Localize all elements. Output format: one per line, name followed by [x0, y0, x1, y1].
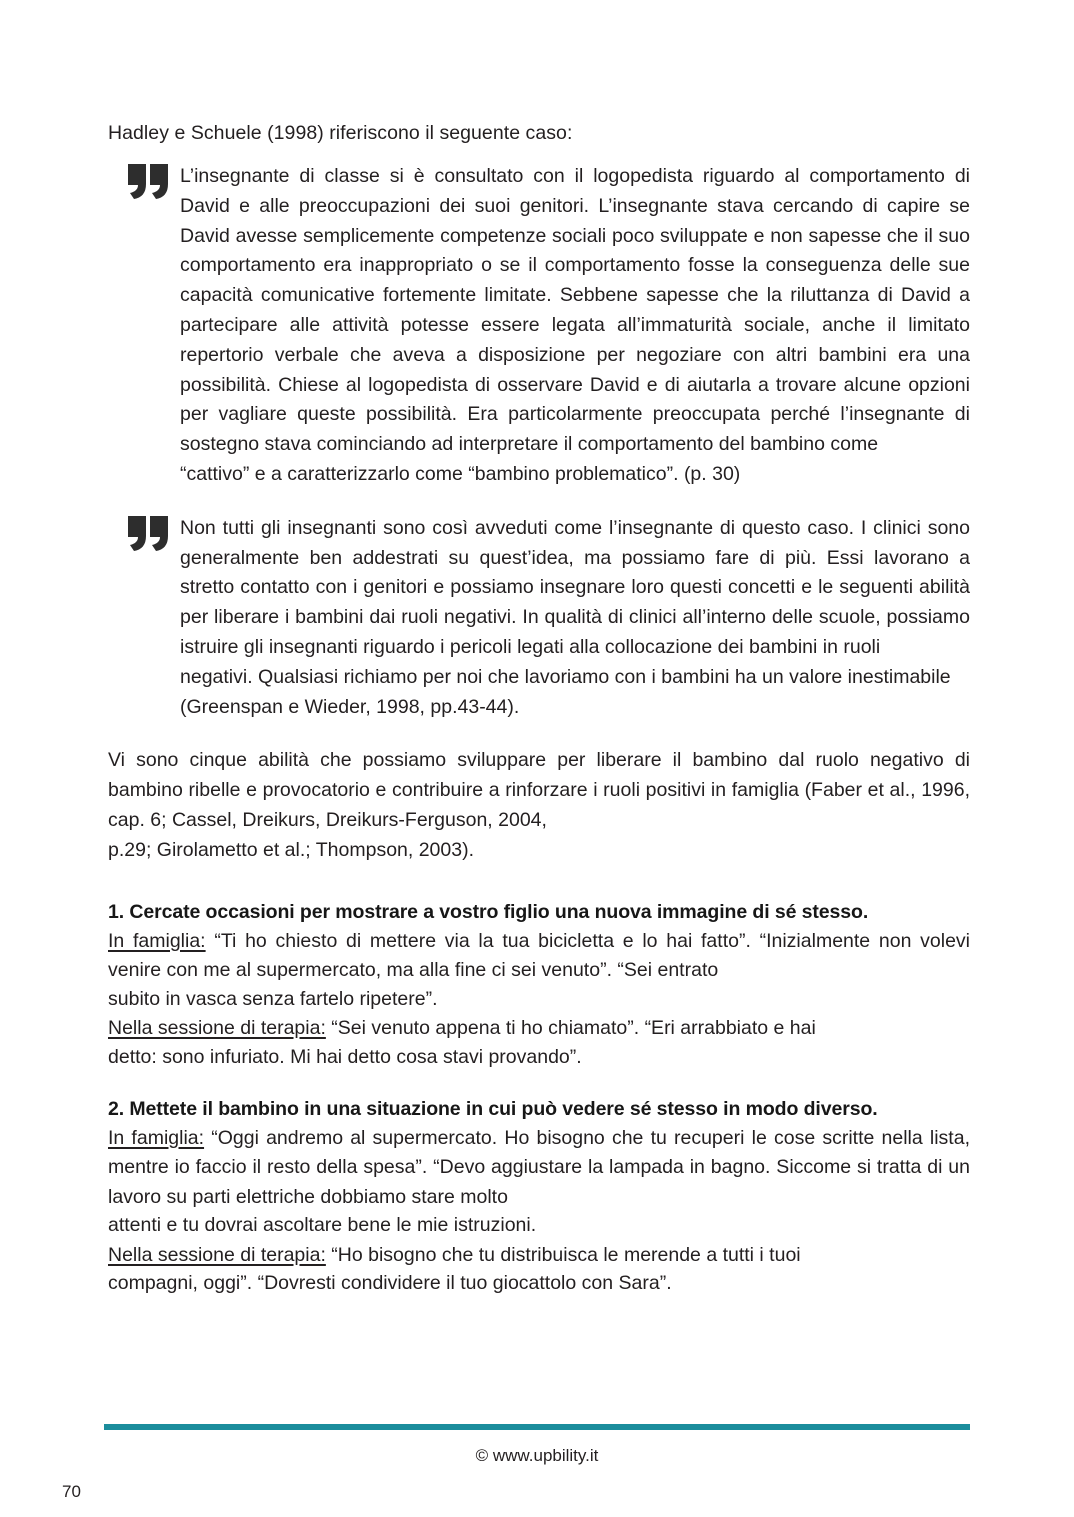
footer-divider: [104, 1424, 970, 1430]
blockquote-text: [180, 162, 970, 460]
lead-paragraph: Vi sono cinque abilità che possiamo sviluppare per liberare il bambino dal ruolo negativo di bambino ribelle e provocatorio e contribuire a rinforzare i ruoli positivi in famiglia (Faber et al., 1996, cap. 6; Cassel, Dreikurs, Dreikurs-Ferguson, 2004,: [108, 749, 970, 831]
skill-2-family-text: “Oggi andremo al supermercato. Ho bisogno che tu recuperi le cose scritte nella lista, mentre io faccio il resto della spesa”. “Devo aggiustare la lampada in bagno. Siccome si tratta di un lavoro su parti elettriche dobbiamo stare molto: [108, 1126, 970, 1208]
label-nella-sessione-di-terapia: Nella sessione di terapia:: [108, 1017, 326, 1040]
skill-1-family-text: “Ti ho chiesto di mettere via la tua bicicletta e lo hai fatto”. “Inizialmente non volevi venire con me al supermercato, ma alla fine ci sei venuto”. “Sei entrato: [108, 929, 970, 982]
blockquote-last-line: “cattivo” e a caratterizzarlo come “bambino problematico”. (p. 30): [180, 462, 741, 485]
blockquote: [108, 514, 970, 723]
blockquote-body: L’insegnante di classe si è consultato con il logopedista riguardo al comportamento di David e alle preoccupazioni dei suoi genitori. L’insegnante stava cercando di capire se David avesse semplicemente competenze sociali poco sviluppate e non sapesse che il suo comportamento era inappropriato o se il comportamento fosse la conseguenza delle sue capacità comunicative fortemente limitate. Sebbene sapesse che la riluttanza di David a partecipare alle attività potesse essere legata all’immaturità sociale, anche il limitato repertorio verbale che aveva a disposizione per negoziare con altri bambini era una possibilità. Chiese al logopedista di osservare David e di aiutarla a trovare alcune opzioni per vagliare queste possibilità. Era particolarmente preoccupata perché l’insegnante di sostegno stava cominciando ad interpretare il comportamento del bambino come: [180, 165, 970, 456]
page-content: [108, 120, 970, 1299]
spacer: [108, 504, 970, 514]
blockquote: [108, 162, 970, 490]
blockquote-body: Non tutti gli insegnanti sono così avveduti come l’insegnante di questo caso. I clinici sono generalmente ben addestrati su quest’idea, ma possiamo fare di più. Essi lavorano a stretto contatto con i genitori e possiamo insegnare loro questi concetti e le seguenti abilità per liberare i bambini dai ruoli negativi. In qualità di clinici all’interno delle scuole, possiamo istruire gli insegnanti riguardo i pericoli legati alla collocazione dei bambini in ruoli: [180, 516, 970, 658]
quotation-mark-icon: [126, 516, 172, 552]
skill-2-therapy: [108, 1241, 970, 1271]
spacer: [108, 876, 970, 898]
skill-heading-1: 1. Cercate occasioni per mostrare a vostro figlio una nuova immagine di sé stesso.: [108, 900, 869, 923]
skill-2-family-last-line: attenti e tu dovrai ascoltare bene le mie istruzioni.: [108, 1214, 537, 1237]
footer-credit: © www.upbility.it: [475, 1446, 599, 1465]
lead-paragraph-last-line: p.29; Girolametto et al.; Thompson, 2003).: [108, 838, 475, 861]
label-in-famiglia: In famiglia:: [108, 1126, 205, 1149]
blockquote-text: [180, 514, 970, 663]
skill-1-therapy-text: “Sei venuto appena ti ho chiamato”. “Eri arrabbiato e hai: [325, 1017, 816, 1040]
skill-2-therapy-text: “Ho bisogno che tu distribuisca le merende a tutti i tuoi: [325, 1243, 801, 1266]
skill-1-family-last-line: subito in vasca senza fartelo ripetere”.: [108, 987, 438, 1010]
page-number: 70: [62, 1482, 81, 1501]
intro-line: Hadley e Schuele (1998) riferiscono il seguente caso:: [108, 122, 573, 144]
label-in-famiglia: In famiglia:: [108, 929, 206, 952]
spacer: [108, 1073, 970, 1095]
skill-1-therapy: [108, 1014, 970, 1044]
skill-1-therapy-last-line: detto: sono infuriato. Mi hai detto cosa stavi provando”.: [108, 1045, 582, 1068]
quotation-mark-icon: [126, 164, 172, 200]
label-nella-sessione-di-terapia: Nella sessione di terapia:: [108, 1243, 326, 1266]
skill-2-therapy-last-line: compagni, oggi”. “Dovresti condividere il tuo giocattolo con Sara”.: [108, 1272, 672, 1295]
blockquote-last-line: negativi. Qualsiasi richiamo per noi che lavoriamo con i bambini ha un valore inestimabile (Greenspan e Wieder, 1998, pp.43-44).: [180, 665, 951, 718]
skill-2-family: [108, 1124, 970, 1213]
skill-heading-2: 2. Mettete il bambino in una situazione in cui può vedere sé stesso in modo diverso.: [108, 1097, 878, 1120]
spacer: [108, 736, 970, 746]
skill-1-family: [108, 927, 970, 986]
